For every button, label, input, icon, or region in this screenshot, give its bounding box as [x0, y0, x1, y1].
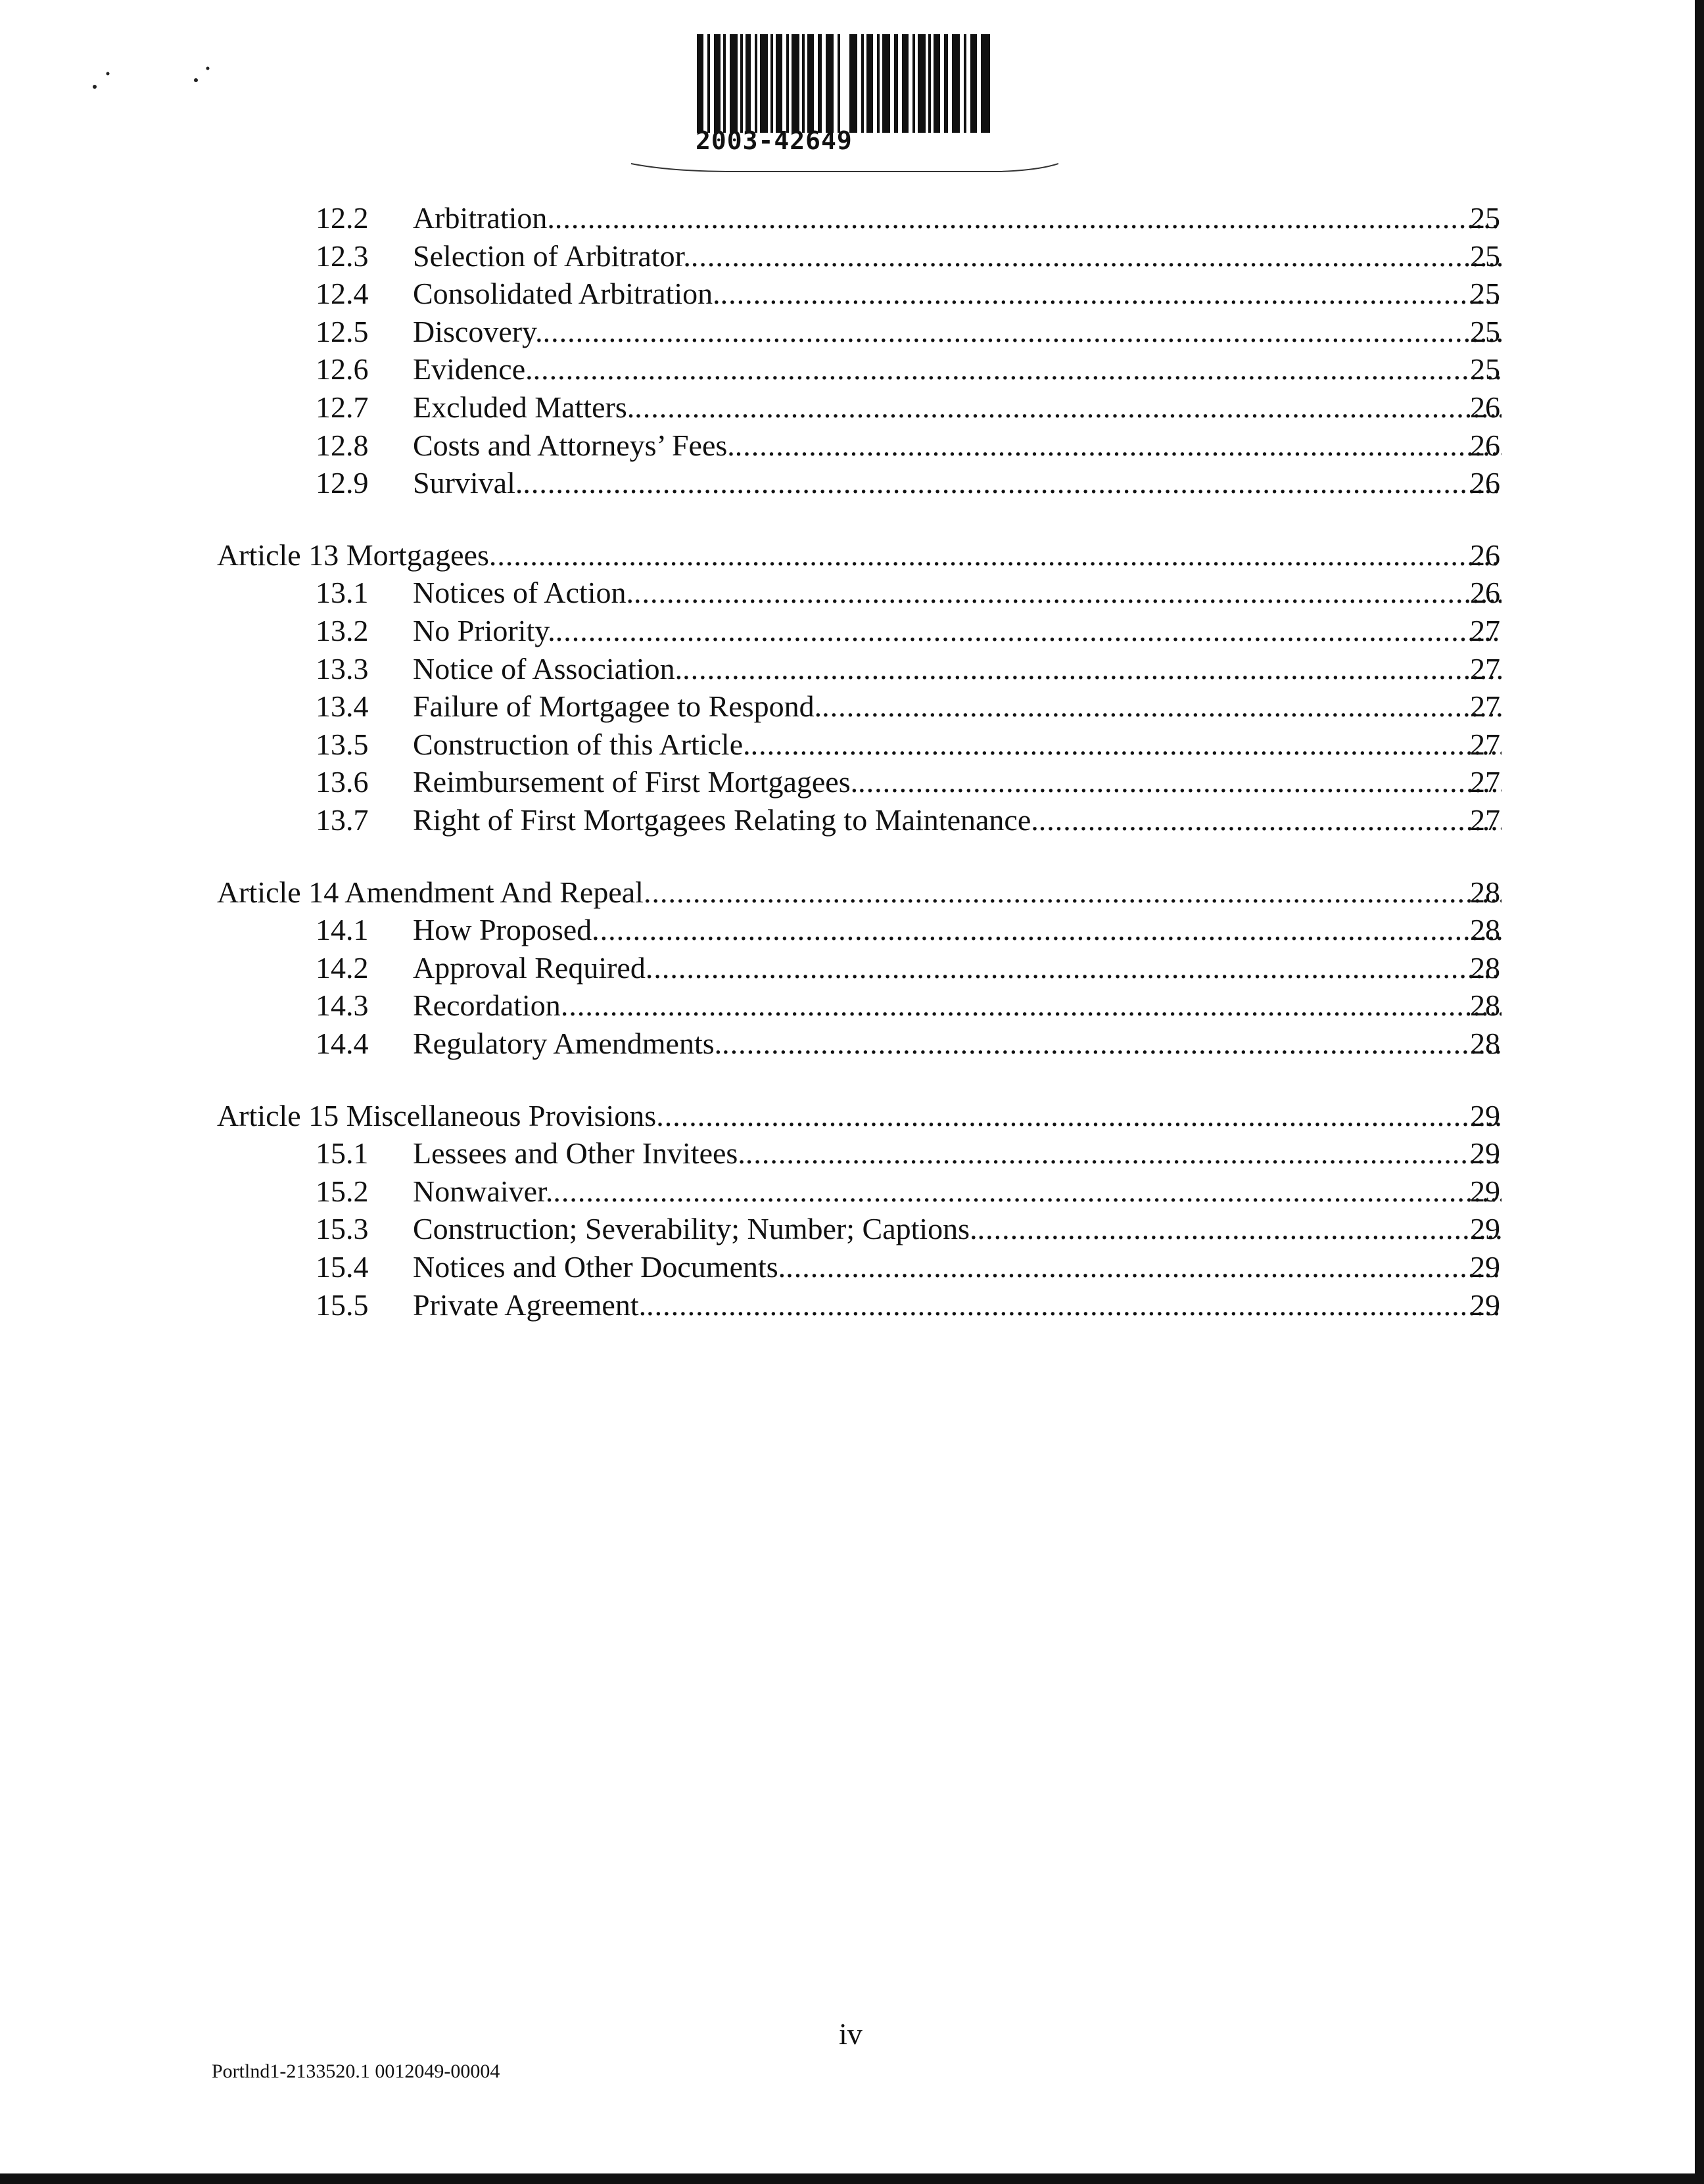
- toc-entry-title-text: Construction; Severability; Number; Captions.: [413, 1212, 978, 1245]
- toc-entry-title-text: Excluded Matters.: [413, 390, 635, 424]
- toc-article-row: [0, 536, 1704, 574]
- toc-entry-title: [217, 873, 1502, 912]
- toc-section-row: [0, 237, 1704, 275]
- toc-entry-title-text: Failure of Mortgagee to Respond.: [413, 689, 822, 723]
- toc-entry-title-text: Notices of Action.: [413, 576, 634, 609]
- toc-section-row: [0, 1210, 1704, 1248]
- toc-entry-title: [217, 1097, 1502, 1135]
- toc-section-number: 15.5: [316, 1288, 369, 1322]
- toc-entry-title-text: Survival.: [413, 466, 523, 500]
- toc-page-number: 27: [1470, 652, 1500, 685]
- toc-entry-title: [413, 1025, 1502, 1063]
- toc-entry-title: [413, 1210, 1502, 1248]
- toc-section-row: [0, 1248, 1704, 1286]
- toc-section-number: 15.3: [316, 1212, 369, 1245]
- toc-page-number: 29: [1470, 1174, 1500, 1208]
- toc-page-number: 27: [1470, 614, 1500, 647]
- toc-entry-title-text: Evidence.: [413, 352, 533, 386]
- barcode-number: 2003-42649: [696, 126, 853, 155]
- toc-section-row: [0, 763, 1704, 801]
- toc-section-row: [0, 949, 1704, 987]
- toc-section-row: [0, 574, 1704, 612]
- toc-entry-title: [413, 911, 1502, 949]
- toc-section-number: 13.2: [316, 614, 369, 647]
- toc-section-row: [0, 612, 1704, 650]
- toc-dot-leader: [746, 1134, 1502, 1173]
- toc-entry-title-text: Article 14 Amendment And Repeal: [217, 875, 644, 909]
- toc-entry-title-text: Costs and Attorneys’ Fees.: [413, 429, 735, 462]
- toc-section-number: 14.4: [316, 1027, 369, 1060]
- toc-section-row: [0, 1025, 1704, 1063]
- toc-entry-title: [413, 687, 1502, 726]
- toc-entry-title: [413, 650, 1502, 688]
- toc-section-row: [0, 911, 1704, 949]
- toc-section-number: 13.4: [316, 689, 369, 723]
- toc-section-number: 13.1: [316, 576, 369, 609]
- toc-entry-title-text: Notice of Association.: [413, 652, 683, 685]
- page-number: iv: [839, 2017, 863, 2051]
- toc-entry-title-text: Consolidated Arbitration.: [413, 277, 721, 310]
- toc-entry-title: [217, 536, 1502, 574]
- toc-dot-leader: [561, 987, 1502, 1025]
- barcode-underline: [631, 162, 1058, 174]
- toc-section-number: 13.6: [316, 765, 369, 799]
- toc-entry-title: [413, 1173, 1502, 1211]
- toc-entry-title: [413, 949, 1502, 987]
- toc-entry-title-text: Right of First Mortgagees Relating to Maintenance.: [413, 803, 1039, 837]
- toc-dot-leader: [533, 350, 1502, 388]
- toc-entry-title-text: Article 15 Miscellaneous Provisions: [217, 1099, 657, 1132]
- toc-entry-title-text: Recordation: [413, 988, 561, 1022]
- toc-page-number: 29: [1470, 1099, 1500, 1132]
- toc-article-row: [0, 873, 1704, 912]
- toc-article-row: [0, 1097, 1704, 1135]
- toc-section-row: [0, 199, 1704, 237]
- toc-entry-title: [413, 350, 1502, 388]
- toc-page-number: 29: [1470, 1250, 1500, 1284]
- toc-entry-title: [413, 237, 1502, 275]
- toc-section-number: 15.2: [316, 1174, 369, 1208]
- toc-section-number: 12.2: [316, 201, 369, 235]
- toc-dot-leader: [735, 427, 1502, 465]
- document-footer-id: Portlnd1-2133520.1 0012049-00004: [212, 2060, 500, 2082]
- toc-entry-title-text: Regulatory Amendments.: [413, 1027, 722, 1060]
- toc-section-number: 12.6: [316, 352, 369, 386]
- toc-section-row: [0, 275, 1704, 313]
- toc-dot-leader: [644, 873, 1502, 912]
- toc-section-row: [0, 313, 1704, 351]
- toc-section-number: 15.4: [316, 1250, 369, 1284]
- toc-dot-leader: [691, 237, 1502, 275]
- toc-section-number: 12.4: [316, 277, 369, 310]
- toc-dot-leader: [543, 313, 1502, 351]
- toc-page-number: 27: [1470, 689, 1500, 723]
- toc-dot-leader: [822, 687, 1502, 726]
- toc-page-number: 26: [1470, 538, 1500, 572]
- toc-section-row: [0, 350, 1704, 388]
- toc-page-number: 29: [1470, 1212, 1500, 1245]
- toc-section-row: [0, 1173, 1704, 1211]
- toc-section-number: 12.8: [316, 429, 369, 462]
- toc-dot-leader: [592, 911, 1502, 949]
- toc-section-row: [0, 726, 1704, 764]
- toc-page-number: 26: [1470, 466, 1500, 500]
- toc-section-row: [0, 1286, 1704, 1324]
- toc-section-number: 14.1: [316, 913, 369, 946]
- toc-page-number: 28: [1470, 875, 1500, 909]
- toc-dot-leader: [656, 1097, 1502, 1135]
- toc-dot-leader: [722, 1025, 1502, 1063]
- toc-entry-title: [413, 801, 1502, 839]
- toc-dot-leader: [721, 275, 1502, 313]
- toc-page-number: 29: [1470, 1288, 1500, 1322]
- toc-section-row: [0, 388, 1704, 427]
- toc-entry-title-text: Selection of Arbitrator.: [413, 239, 691, 273]
- toc-page-number: 28: [1470, 1027, 1500, 1060]
- toc-entry-title-text: Article 13 Mortgagees: [217, 538, 489, 572]
- scan-border-bottom: [0, 2173, 1704, 2184]
- toc-page-number: 28: [1470, 951, 1500, 985]
- toc-entry-title: [413, 763, 1502, 801]
- toc-entry-title-text: Nonwaiver.: [413, 1174, 554, 1208]
- toc-dot-leader: [858, 763, 1502, 801]
- toc-dot-leader: [556, 612, 1502, 650]
- toc-page-number: 25: [1470, 315, 1500, 348]
- toc-entry-title: [413, 987, 1502, 1025]
- toc-entry-title-text: No Priority.: [413, 614, 556, 647]
- toc-section-row: [0, 687, 1704, 726]
- toc-entry-title: [413, 574, 1502, 612]
- toc-entry-title: [413, 388, 1502, 427]
- toc-section-row: [0, 427, 1704, 465]
- toc-dot-leader: [786, 1248, 1502, 1286]
- toc-entry-title: [413, 1134, 1502, 1173]
- toc-page-number: 27: [1470, 803, 1500, 837]
- toc-dot-leader: [751, 726, 1502, 764]
- toc-page-number: 25: [1470, 352, 1500, 386]
- toc-entry-title-text: Lessees and Other Invitees.: [413, 1136, 746, 1170]
- toc-section-number: 12.3: [316, 239, 369, 273]
- toc-entry-title: [413, 612, 1502, 650]
- toc-section-row: [0, 464, 1704, 502]
- toc-entry-title: [413, 275, 1502, 313]
- toc-dot-leader: [682, 650, 1502, 688]
- toc-dot-leader: [646, 1286, 1502, 1324]
- toc-entry-title: [413, 726, 1502, 764]
- toc-page-number: 28: [1470, 913, 1500, 946]
- toc-entry-title: [413, 1248, 1502, 1286]
- toc-entry-title: [413, 1286, 1502, 1324]
- toc-dot-leader: [523, 464, 1502, 502]
- toc-entry-title: [413, 313, 1502, 351]
- toc-dot-leader: [646, 949, 1502, 987]
- toc-page-number: 27: [1470, 765, 1500, 799]
- toc-dot-leader: [978, 1210, 1502, 1248]
- toc-page-number: 27: [1470, 728, 1500, 761]
- toc-section-row: [0, 650, 1704, 688]
- toc-section-row: [0, 801, 1704, 839]
- toc-page-number: 28: [1470, 988, 1500, 1022]
- toc-page-number: 26: [1470, 429, 1500, 462]
- toc-entry-title-text: Reimbursement of First Mortgagees.: [413, 765, 859, 799]
- barcode-graphic: [697, 34, 993, 133]
- toc-entry-title: [413, 464, 1502, 502]
- toc-entry-title-text: Private Agreement.: [413, 1288, 647, 1322]
- toc-dot-leader: [553, 1173, 1502, 1211]
- toc-entry-title-text: Discovery.: [413, 315, 543, 348]
- toc-section-number: 12.7: [316, 390, 369, 424]
- toc-entry-title: [413, 427, 1502, 465]
- toc-entry-title-text: Arbitration.: [413, 201, 555, 235]
- toc-page-number: 25: [1470, 239, 1500, 273]
- toc-section-number: 13.7: [316, 803, 369, 837]
- toc-entry-title-text: Construction of this Article.: [413, 728, 751, 761]
- scan-border-right: [1695, 0, 1704, 2184]
- toc-page-number: 29: [1470, 1136, 1500, 1170]
- toc-dot-leader: [634, 574, 1502, 612]
- toc-section-number: 12.9: [316, 466, 369, 500]
- toc-entry-title-text: Notices and Other Documents.: [413, 1250, 786, 1284]
- toc-section-row: [0, 987, 1704, 1025]
- toc-page-number: 26: [1470, 390, 1500, 424]
- toc-dot-leader: [634, 388, 1502, 427]
- toc-section-number: 13.3: [316, 652, 369, 685]
- toc-section-row: [0, 1134, 1704, 1173]
- toc-page-number: 25: [1470, 277, 1500, 310]
- toc-dot-leader: [1039, 801, 1502, 839]
- toc-entry-title-text: Approval Required: [413, 951, 646, 985]
- toc-section-number: 15.1: [316, 1136, 369, 1170]
- toc-section-number: 14.2: [316, 951, 369, 985]
- toc-section-number: 14.3: [316, 988, 369, 1022]
- toc-page-number: 25: [1470, 201, 1500, 235]
- toc-dot-leader: [489, 536, 1502, 574]
- toc-entry-title-text: How Proposed: [413, 913, 592, 946]
- scan-specks: [85, 63, 217, 96]
- toc-dot-leader: [555, 199, 1502, 237]
- toc-section-number: 13.5: [316, 728, 369, 761]
- toc-entry-title: [413, 199, 1502, 237]
- toc-page-number: 26: [1470, 576, 1500, 609]
- toc-section-number: 12.5: [316, 315, 369, 348]
